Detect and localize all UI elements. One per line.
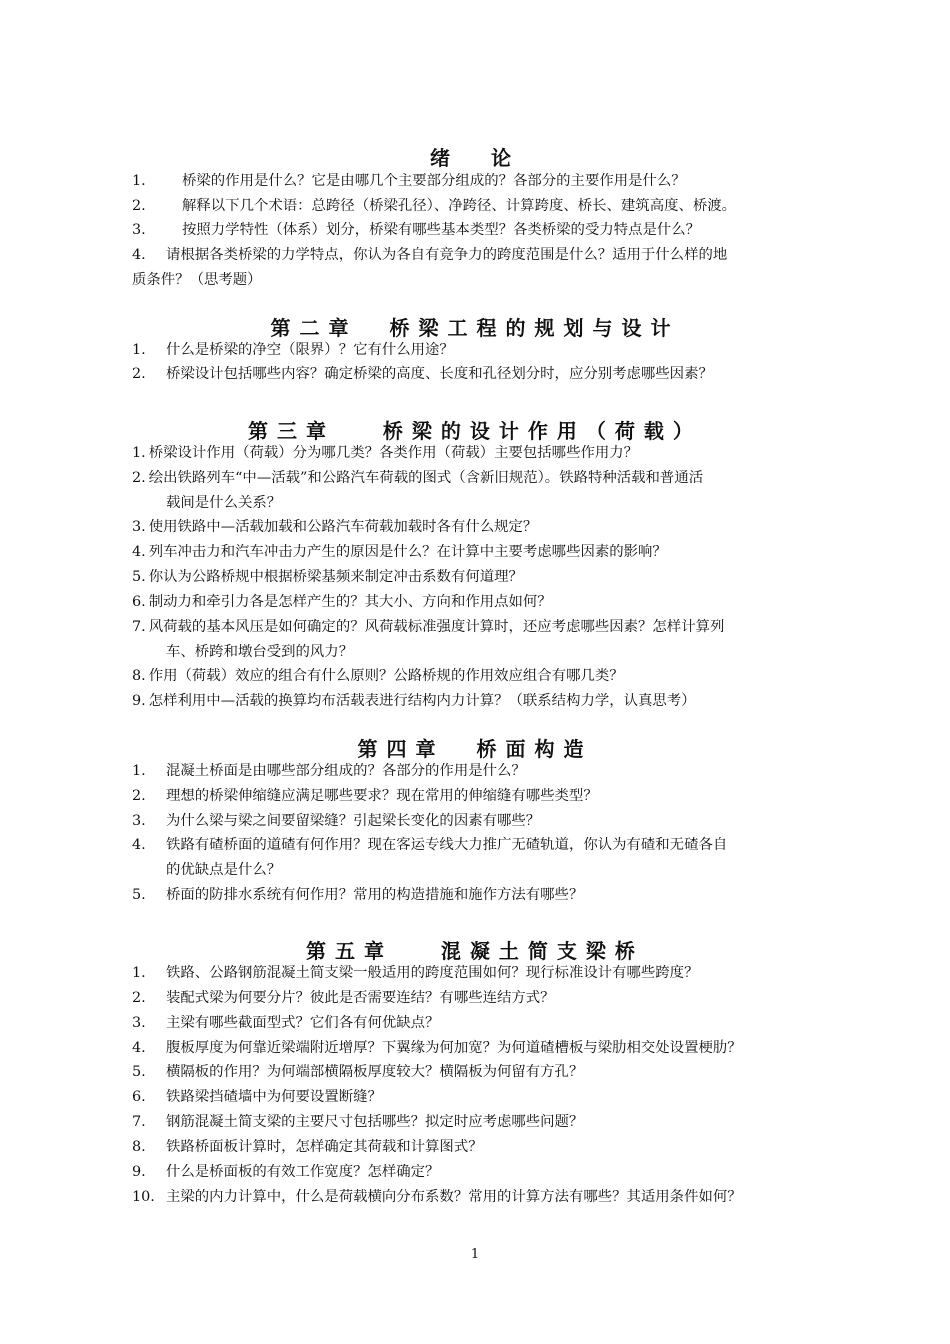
section-title-chapter-4: 第四章 桥面构造 <box>357 737 593 761</box>
section-title-chapter-3: 第三章 桥梁的设计作用（荷载） <box>248 419 702 443</box>
question-item: 9. 怎样利用中—活载的换算均布活载表进行结构内力计算？（联系结构力学，认真思考） <box>132 693 696 709</box>
question-item: 5. 你认为公路桥规中根据桥梁基频来制定冲击系数有何道理？ <box>132 569 523 585</box>
question-item: 4. 腹板厚度为何靠近梁端附近增厚？下翼缘为何加宽？为何道碴槽板与梁肋相交处设置梗肋？ <box>132 1040 742 1056</box>
question-item: 3. 使用铁路中—活载加载和公路汽车荷载加载时各有什么规定？ <box>132 519 538 535</box>
question-item: 6. 制动力和牵引力各是怎样产生的？其大小、方向和作用点如何？ <box>132 594 552 610</box>
question-item: 8. 铁路桥面板计算时，怎样确定其荷载和计算图式？ <box>132 1139 483 1155</box>
question-item: 2. 解释以下几个术语：总跨径（桥梁孔径）、净跨径、计算跨度、桥长、建筑高度、桥渡。 <box>132 198 737 214</box>
question-item: 5. 横隔板的作用？为何端部横隔板厚度较大？横隔板为何留有方孔？ <box>132 1064 584 1080</box>
question-item: 2. 绘出铁路列车“中—活载”和公路汽车荷载的图式（含新旧规范）。铁路特种活载和普通活 载间是什么关系？ <box>132 470 704 511</box>
question-item: 8. 作用（荷载）效应的组合有什么原则？公路桥规的作用效应组合有哪几类？ <box>132 668 624 684</box>
question-item: 5. 桥面的防排水系统有何作用？常用的构造措施和施作方法有哪些？ <box>132 887 584 903</box>
section-title-intro: 绪 论 <box>430 146 520 170</box>
question-item: 10. 主梁的内力计算中，什么是荷载横向分布系数？常用的计算方法有哪些？其适用条件如何？ <box>132 1189 742 1205</box>
question-item: 6. 铁路梁挡碴墙中为何要设置断缝？ <box>132 1089 382 1105</box>
question-item: 1. 铁路、公路钢筋混凝土简支梁一般适用的跨度范围如何？现行标准设计有哪些跨度？ <box>132 965 699 981</box>
section-title-chapter-2: 第二章 桥梁工程的规划与设计 <box>270 316 680 340</box>
question-item: 4. 铁路有碴桥面的道碴有何作用？现在客运专线大力推广无碴轨道，你认为有碴和无碴各自 的优缺点是什么？ <box>132 837 728 878</box>
question-item: 4. 列车冲击力和汽车冲击力产生的原因是什么？在计算中主要考虑哪些因素的影响？ <box>132 544 667 560</box>
question-item: 1. 桥梁的作用是什么？它是由哪几个主要部分组成的？各部分的主要作用是什么？ <box>132 173 686 189</box>
question-item: 2. 桥梁设计包括哪些内容？确定桥梁的高度、长度和孔径划分时，应分别考虑哪些因素？ <box>132 366 713 382</box>
section-title-chapter-5: 第五章 混凝土简支梁桥 <box>306 939 644 963</box>
question-item: 3. 为什么梁与梁之间要留梁缝？引起梁长变化的因素有哪些？ <box>132 813 541 829</box>
page-number: 1 <box>470 1247 480 1262</box>
question-item: 9. 什么是桥面板的有效工作宽度？怎样确定？ <box>132 1164 440 1180</box>
question-item: 3. 按照力学特性（体系）划分，桥梁有哪些基本类型？各类桥梁的受力特点是什么？ <box>132 222 701 238</box>
question-item: 1. 混凝土桥面是由哪些部分组成的？各部分的作用是什么？ <box>132 763 526 779</box>
question-item: 4. 请根据各类桥梁的力学特点，你认为各自有竞争力的跨度范围是什么？适用于什么样的地 质条件？（思考题） <box>132 247 728 288</box>
question-item: 7. 钢筋混凝土简支梁的主要尺寸包括哪些？拟定时应考虑哪些问题？ <box>132 1114 584 1130</box>
question-item: 1. 什么是桥梁的净空（限界）？它有什么用途？ <box>132 342 454 358</box>
question-item: 2. 装配式梁为何要分片？彼此是否需要连结？有哪些连结方式？ <box>132 990 555 1006</box>
question-item: 2. 理想的桥梁伸缩缝应满足哪些要求？现在常用的伸缩缝有哪些类型？ <box>132 788 598 804</box>
question-item: 7. 风荷载的基本风压是如何确定的？风荷载标准强度计算时，还应考虑哪些因素？怎样计算列 车、桥跨和墩台受到的风力？ <box>132 619 725 660</box>
question-item: 1. 桥梁设计作用（荷载）分为哪几类？各类作用（荷载）主要包括哪些作用力？ <box>132 445 639 461</box>
question-item: 3. 主梁有哪些截面型式？它们各有何优缺点？ <box>132 1015 440 1031</box>
